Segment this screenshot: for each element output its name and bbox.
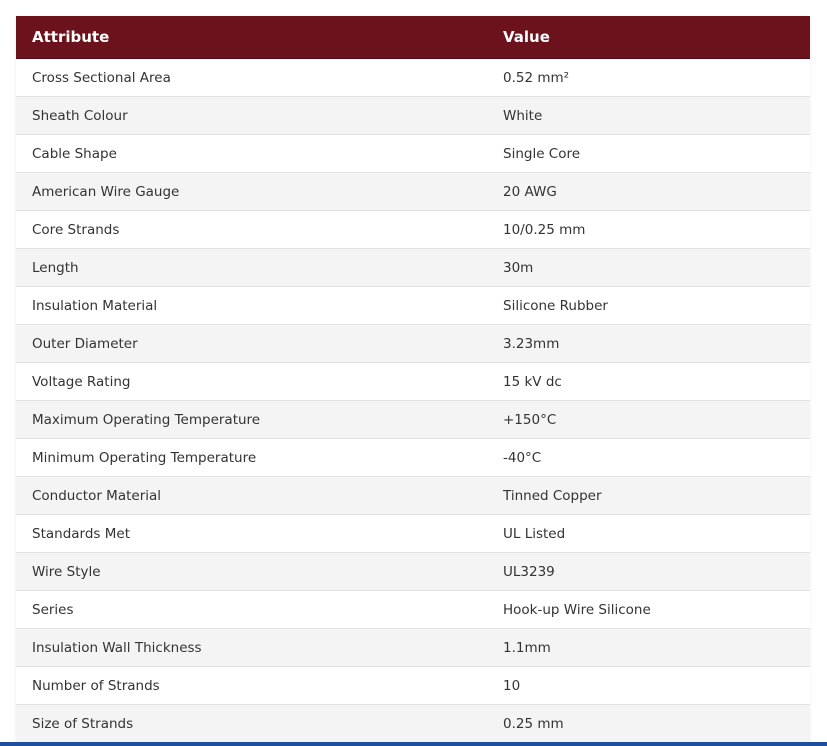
attribute-cell: Size of Strands bbox=[32, 715, 134, 732]
value-cell: -40°C bbox=[503, 449, 542, 466]
value-cell: 10/0.25 mm bbox=[503, 221, 586, 238]
attribute-cell: Maximum Operating Temperature bbox=[32, 411, 261, 428]
value-cell: 1.1mm bbox=[503, 639, 551, 656]
attribute-cell: Voltage Rating bbox=[32, 373, 131, 390]
bottom-accent-bar bbox=[0, 742, 827, 746]
table-row bbox=[16, 439, 810, 477]
attribute-cell: Standards Met bbox=[32, 525, 130, 542]
value-cell: 30m bbox=[503, 259, 534, 276]
attribute-cell: Number of Strands bbox=[32, 677, 160, 694]
value-cell: White bbox=[503, 107, 543, 124]
value-cell: 10 bbox=[503, 677, 521, 694]
table-row bbox=[16, 59, 810, 97]
table-row bbox=[16, 135, 810, 173]
value-cell: Silicone Rubber bbox=[503, 297, 608, 314]
table-row bbox=[16, 553, 810, 591]
attribute-cell: Sheath Colour bbox=[32, 107, 128, 124]
table-row bbox=[16, 705, 810, 743]
table-row bbox=[16, 515, 810, 553]
attribute-cell: Outer Diameter bbox=[32, 335, 138, 352]
attribute-cell: Length bbox=[32, 259, 79, 276]
attribute-cell: Wire Style bbox=[32, 563, 101, 580]
attribute-cell: Minimum Operating Temperature bbox=[32, 449, 257, 466]
table-row bbox=[16, 401, 810, 439]
value-cell: UL Listed bbox=[503, 525, 566, 542]
table-row bbox=[16, 173, 810, 211]
value-cell: UL3239 bbox=[503, 563, 555, 580]
attribute-cell: Cable Shape bbox=[32, 145, 117, 162]
table-row bbox=[16, 249, 810, 287]
table-row bbox=[16, 667, 810, 705]
table-row bbox=[16, 363, 810, 401]
value-cell: Single Core bbox=[503, 145, 581, 162]
table-row bbox=[16, 97, 810, 135]
table-body bbox=[16, 59, 810, 743]
value-cell: 15 kV dc bbox=[503, 373, 562, 390]
table-row bbox=[16, 287, 810, 325]
attribute-cell: Insulation Material bbox=[32, 297, 158, 314]
table-row bbox=[16, 629, 810, 667]
table-header bbox=[16, 16, 810, 59]
value-cell: 3.23mm bbox=[503, 335, 560, 352]
attribute-cell: Series bbox=[32, 601, 74, 618]
value-cell: +150°C bbox=[503, 411, 557, 428]
attribute-cell: Cross Sectional Area bbox=[32, 69, 171, 86]
value-cell: Hook-up Wire Silicone bbox=[503, 601, 651, 618]
attribute-cell: Conductor Material bbox=[32, 487, 162, 504]
table-row bbox=[16, 211, 810, 249]
value-cell: 0.25 mm bbox=[503, 715, 564, 732]
attribute-cell: Core Strands bbox=[32, 221, 120, 238]
value-cell: Tinned Copper bbox=[503, 487, 602, 504]
value-cell: 0.52 mm² bbox=[503, 69, 570, 86]
attribute-cell: American Wire Gauge bbox=[32, 183, 180, 200]
specifications-table bbox=[16, 16, 810, 743]
table-row bbox=[16, 477, 810, 515]
value-cell: 20 AWG bbox=[503, 183, 557, 200]
attribute-cell: Insulation Wall Thickness bbox=[32, 639, 202, 656]
value-column-header: Value bbox=[503, 28, 550, 46]
table-row bbox=[16, 325, 810, 363]
table-row bbox=[16, 591, 810, 629]
attribute-column-header: Attribute bbox=[32, 28, 110, 46]
